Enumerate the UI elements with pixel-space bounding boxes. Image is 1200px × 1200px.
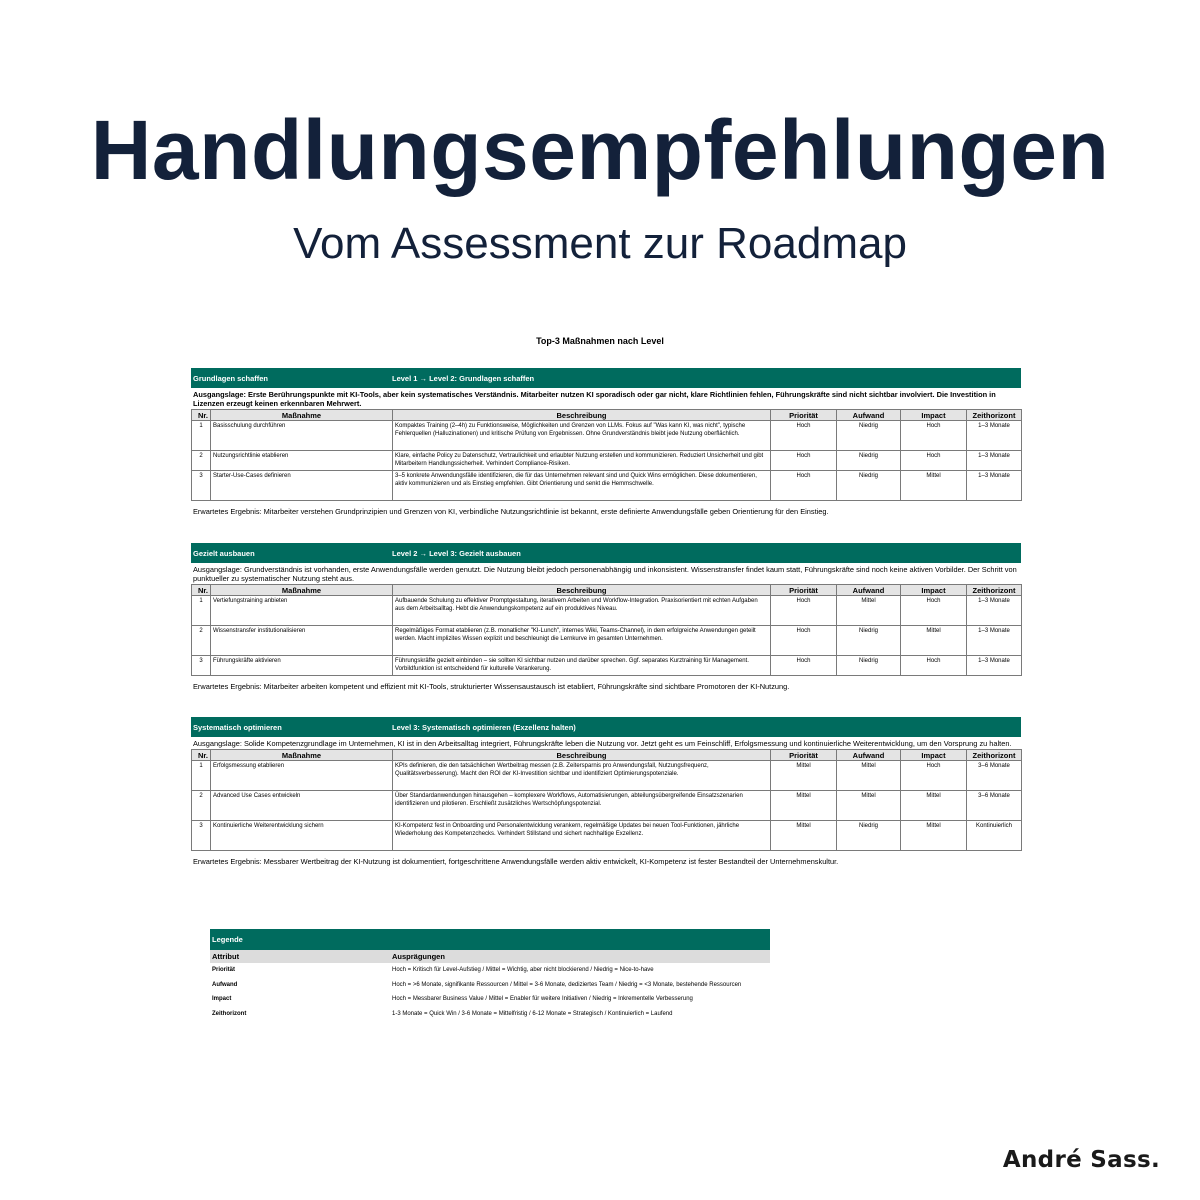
- cell-measure: Wissenstransfer institutionalisieren: [211, 626, 393, 656]
- legend-attr: Impact: [212, 996, 232, 1003]
- legend-attr: Priorität: [212, 967, 236, 974]
- measures-table: [191, 409, 1022, 501]
- section-header: [191, 543, 1021, 563]
- cell-nr: 3: [192, 821, 211, 851]
- legend-title: Legende: [210, 929, 770, 950]
- cell-effort: Mittel: [837, 791, 901, 821]
- page-subtitle: Vom Assessment zur Roadmap: [293, 219, 907, 268]
- header-horizon: Zeithorizont: [967, 585, 1022, 596]
- brand-signature: André Sass.: [1002, 1147, 1160, 1173]
- cell-nr: 3: [192, 471, 211, 501]
- cell-impact: Mittel: [901, 791, 967, 821]
- cell-priority: Mittel: [771, 761, 837, 791]
- header-nr: Nr.: [192, 410, 211, 421]
- cell-measure: Basisschulung durchführen: [211, 421, 393, 451]
- cell-description: Über Standardanwendungen hinausgehen – komplexere Workflows, Automatisierungen, abteilungsübergreifende Einsatzszenarien identifizieren und pilotieren. Erschließt zusätzliches Wertschöpfungspotenzial.: [393, 791, 771, 821]
- cell-impact: Mittel: [901, 821, 967, 851]
- header-nr: Nr.: [192, 750, 211, 761]
- section-gezielt: [191, 543, 1021, 691]
- legend-attr: Aufwand: [212, 981, 238, 988]
- cell-effort: Niedrig: [837, 451, 901, 471]
- header-impact: Impact: [901, 585, 967, 596]
- cell-priority: Hoch: [771, 451, 837, 471]
- cell-priority: Hoch: [771, 656, 837, 676]
- table-header-row: [192, 585, 1022, 596]
- legend-row: [210, 963, 770, 978]
- legend-values: Hoch = >6 Monate, signifikante Ressourcen / Mittel = 3-6 Monate, dediziertes Team / Niedrig = <3 Monate, bestehende Ressourcen: [392, 981, 742, 988]
- cell-nr: 1: [192, 421, 211, 451]
- cell-effort: Mittel: [837, 761, 901, 791]
- cell-impact: Hoch: [901, 596, 967, 626]
- header-horizon: Zeithorizont: [967, 750, 1022, 761]
- cell-priority: Hoch: [771, 596, 837, 626]
- section-name: Grundlagen schaffen: [193, 373, 269, 383]
- cell-effort: Niedrig: [837, 421, 901, 451]
- cell-priority: Mittel: [771, 791, 837, 821]
- legend-row: [210, 992, 770, 1007]
- legend-values: 1-3 Monate = Quick Win / 3-6 Monate = Mittelfristig / 6-12 Monate = Strategisch / Kontinuierlich = Laufend: [392, 1010, 673, 1017]
- cell-effort: Mittel: [837, 596, 901, 626]
- cell-horizon: 1–3 Monate: [967, 656, 1022, 676]
- section-situation: Ausgangslage: Solide Kompetenzgrundlage im Unternehmen, KI ist in den Arbeitsalltag integriert, Führungskräfte leben die Nutzung vor. Jetzt geht es um Feinschliff, Erfolgsmessung und kontinuierliche Weiterentwicklung, um den Vorsprung zu halten.: [193, 739, 1012, 748]
- cell-effort: Niedrig: [837, 821, 901, 851]
- header-nr: Nr.: [192, 585, 211, 596]
- cell-description: Regelmäßiges Format etablieren (z.B. monatlicher "KI-Lunch", internes Wiki, Teams-Channel), in dem erfolgreiche Anwendungen geteilt werden. Macht implizites Wissen explizit und beschleunigt die Lernkurve im gesamten Unternehmen.: [393, 626, 771, 656]
- header-priority: Priorität: [771, 585, 837, 596]
- sheet-title: Top-3 Maßnahmen nach Level: [536, 336, 664, 346]
- cell-priority: Mittel: [771, 821, 837, 851]
- section-header: [191, 717, 1021, 737]
- expected-result: Erwartetes Ergebnis: Mitarbeiter arbeiten kompetent und effizient mit KI-Tools, strukturierter Wissensaustausch ist etabliert, Führungskräfte sind sichtbare Promotoren der KI-Nutzung.: [193, 682, 790, 692]
- cell-effort: Niedrig: [837, 471, 901, 501]
- cell-priority: Hoch: [771, 421, 837, 451]
- section-level: Level 1 → Level 2: Grundlagen schaffen: [392, 373, 535, 383]
- cell-measure: Erfolgsmessung etablieren: [211, 761, 393, 791]
- cell-effort: Niedrig: [837, 656, 901, 676]
- cell-measure: Vertiefungstraining anbieten: [211, 596, 393, 626]
- measures-table: [191, 584, 1022, 676]
- cell-horizon: 1–3 Monate: [967, 626, 1022, 656]
- cell-measure: Kontinuierliche Weiterentwicklung sichern: [211, 821, 393, 851]
- header-priority: Priorität: [771, 410, 837, 421]
- cell-nr: 3: [192, 656, 211, 676]
- cell-impact: Hoch: [901, 451, 967, 471]
- section-systematisch: [191, 717, 1021, 866]
- table-row: [192, 821, 1022, 851]
- cell-impact: Hoch: [901, 421, 967, 451]
- header-priority: Priorität: [771, 750, 837, 761]
- cell-description: KI-Kompetenz fest in Onboarding und Personalentwicklung verankern, regelmäßige Updates bei neuen Tool-Funktionen, jährliche Wiederholung des Kompetenzchecks. Verhindert Stillstand und sichert nachhaltige Exzellenz.: [393, 821, 771, 851]
- cell-measure: Starter-Use-Cases definieren: [211, 471, 393, 501]
- legend-row: [210, 1007, 770, 1022]
- cell-description: KPIs definieren, die den tatsächlichen Wertbeitrag messen (z.B. Zeitersparnis pro Anwendungsfall, Nutzungsfrequenz, Qualitätsverbesserung). Macht den ROI der KI-Investition sichtbar und identifiziert Optimierungspotenziale.: [393, 761, 771, 791]
- cell-impact: Mittel: [901, 626, 967, 656]
- section-situation: Ausgangslage: Erste Berührungspunkte mit KI-Tools, aber kein systematisches Verständnis. Mitarbeiter nutzen KI sporadisch oder gar nicht, klare Richtlinien fehlen, Führungskräfte sind nicht sichtbar involviert. Die Investition in Lizenzen erzeugt keinen erkennbaren Mehrwert.: [193, 390, 996, 409]
- cell-nr: 2: [192, 791, 211, 821]
- header-impact: Impact: [901, 410, 967, 421]
- table-header-row: [192, 410, 1022, 421]
- legend-col-values: Ausprägungen: [392, 952, 445, 961]
- table-row: [192, 471, 1022, 501]
- cell-horizon: 1–3 Monate: [967, 596, 1022, 626]
- cell-measure: Führungskräfte aktivieren: [211, 656, 393, 676]
- cell-nr: 2: [192, 626, 211, 656]
- cell-description: Kompaktes Training (2–4h) zu Funktionsweise, Möglichkeiten und Grenzen von LLMs. Fokus auf "Was kann KI, was nicht", typische Fehlerquellen (Halluzinationen) und kritische Prüfung von Ergebnissen. Ohne Grundverständnis bleibt jede Nutzung oberflächlich.: [393, 421, 771, 451]
- header-effort: Aufwand: [837, 410, 901, 421]
- table-row: [192, 791, 1022, 821]
- cell-description: Klare, einfache Policy zu Datenschutz, Vertraulichkeit und erlaubter Nutzung erstellen und kommunizieren. Reduziert Unsicherheit und gibt Mitarbeitern Handlungssicherheit. Verhindert Compliance-Risiken.: [393, 451, 771, 471]
- legend-values: Hoch = Messbarer Business Value / Mittel = Enabler für weitere Initiativen / Niedrig = Inkrementelle Verbesserung: [392, 996, 693, 1003]
- legend: [210, 929, 770, 1021]
- table-row: [192, 656, 1022, 676]
- header-description: Beschreibung: [393, 585, 771, 596]
- cell-horizon: 1–3 Monate: [967, 421, 1022, 451]
- table-row: [192, 596, 1022, 626]
- table-header-row: [192, 750, 1022, 761]
- section-level: Level 2 → Level 3: Gezielt ausbauen: [392, 548, 521, 558]
- section-grundlagen: [191, 368, 1021, 516]
- legend-values: Hoch = Kritisch für Level-Aufstieg / Mittel = Wichtig, aber nicht blockierend / Niedrig = Nice-to-have: [392, 967, 654, 974]
- legend-row: [210, 978, 770, 993]
- table-row: [192, 761, 1022, 791]
- header-impact: Impact: [901, 750, 967, 761]
- cell-effort: Niedrig: [837, 626, 901, 656]
- table-row: [192, 421, 1022, 451]
- cell-measure: Nutzungsrichtlinie etablieren: [211, 451, 393, 471]
- header-measure: Maßnahme: [211, 750, 393, 761]
- cell-impact: Hoch: [901, 656, 967, 676]
- cell-description: Führungskräfte gezielt einbinden – sie sollten KI sichtbar nutzen und darüber sprechen. Ggf. separates Kurztraining für Management. Vorbildfunktion ist entscheidend für kulturelle Verankerung.: [393, 656, 771, 676]
- expected-result: Erwartetes Ergebnis: Messbarer Wertbeitrag der KI-Nutzung ist dokumentiert, fortgeschrittene Anwendungsfälle werden aktiv entwickelt, KI-Kompetenz ist fester Bestandteil der Unternehmenskultur.: [193, 857, 839, 867]
- expected-result: Erwartetes Ergebnis: Mitarbeiter verstehen Grundprinzipien und Grenzen von KI, verbindliche Nutzungsrichtlinie ist bekannt, erste definierte Anwendungsfälle geben Orientierung für den Einstieg.: [193, 507, 829, 517]
- cell-horizon: 3–6 Monate: [967, 761, 1022, 791]
- cell-impact: Hoch: [901, 761, 967, 791]
- cell-horizon: 1–3 Monate: [967, 471, 1022, 501]
- header-description: Beschreibung: [393, 750, 771, 761]
- cell-description: Aufbauende Schulung zu effektiver Promptgestaltung, iterativem Arbeiten und Workflow-Integration. Praxisorientiert mit echten Aufgaben aus dem Arbeitsalltag. Hebt die Anwendungskompetenz auf ein produktives Niveau.: [393, 596, 771, 626]
- cell-priority: Hoch: [771, 471, 837, 501]
- section-header: [191, 368, 1021, 388]
- header-horizon: Zeithorizont: [967, 410, 1022, 421]
- table-row: [192, 451, 1022, 471]
- header-description: Beschreibung: [393, 410, 771, 421]
- legend-attr: Zeithorizont: [212, 1010, 247, 1017]
- cell-nr: 1: [192, 596, 211, 626]
- legend-col-attr: Attribut: [212, 952, 240, 961]
- section-level: Level 3: Systematisch optimieren (Exzellenz halten): [392, 722, 576, 732]
- cell-horizon: 1–3 Monate: [967, 451, 1022, 471]
- cell-nr: 1: [192, 761, 211, 791]
- table-row: [192, 626, 1022, 656]
- measures-table: [191, 749, 1022, 851]
- cell-nr: 2: [192, 451, 211, 471]
- header-measure: Maßnahme: [211, 410, 393, 421]
- legend-header-row: [210, 950, 770, 963]
- header-measure: Maßnahme: [211, 585, 393, 596]
- cell-measure: Advanced Use Cases entwickeln: [211, 791, 393, 821]
- section-situation: Ausgangslage: Grundverständnis ist vorhanden, erste Anwendungsfälle werden genutzt. Die Nutzung bleibt jedoch personenabhängig und inkonsistent. Wissenstransfer findet kaum statt, Führungskräfte sind noch keine aktiven Vorbilder. Der Schritt von punktueller zu systematischer Nutzung steht aus.: [193, 565, 1017, 584]
- cell-horizon: 3–6 Monate: [967, 791, 1022, 821]
- cell-impact: Mittel: [901, 471, 967, 501]
- section-name: Gezielt ausbauen: [193, 548, 255, 558]
- header-effort: Aufwand: [837, 750, 901, 761]
- section-name: Systematisch optimieren: [193, 722, 282, 732]
- cell-horizon: Kontinuierlich: [967, 821, 1022, 851]
- cell-priority: Hoch: [771, 626, 837, 656]
- header-effort: Aufwand: [837, 585, 901, 596]
- cell-description: 3–5 konkrete Anwendungsfälle identifizieren, die für das Unternehmen relevant sind und Quick Wins ermöglichen. Diese dokumentieren, aktiv kommunizieren und als Einstieg empfehlen. Gibt Orientierung und senkt die Hemmschwelle.: [393, 471, 771, 501]
- page-title: Handlungsempfehlungen: [90, 103, 1110, 197]
